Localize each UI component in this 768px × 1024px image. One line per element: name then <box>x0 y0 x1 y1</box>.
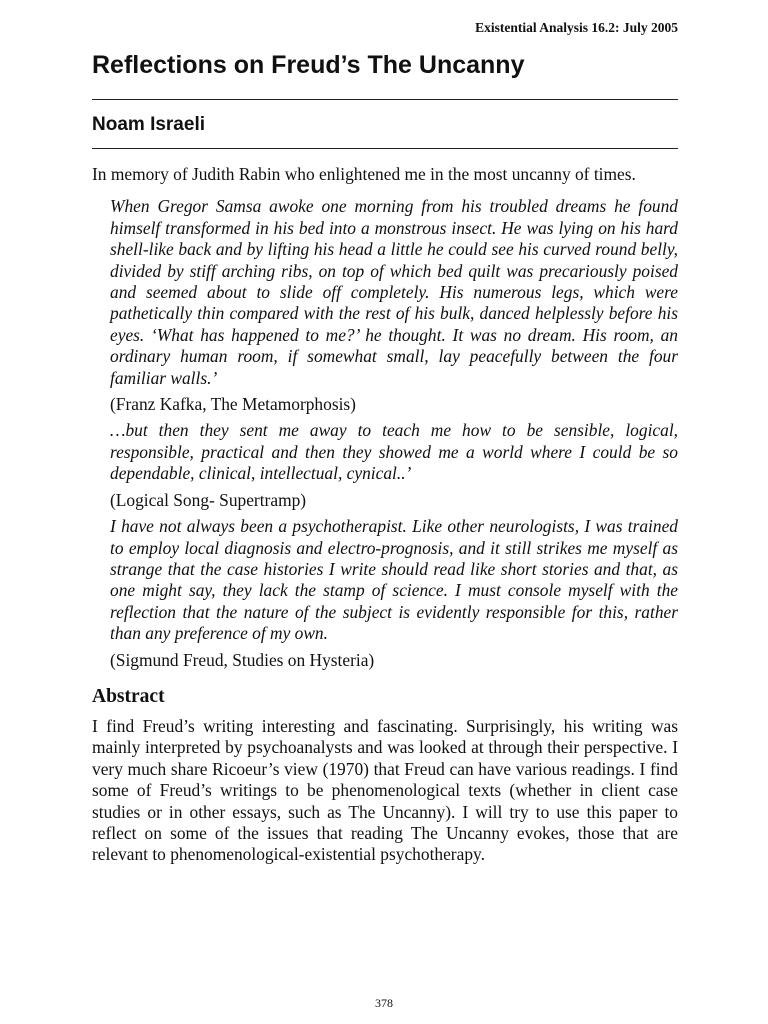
epigraphs <box>110 196 678 671</box>
dedication: In memory of Judith Rabin who enlightened me in the most uncanny of times. <box>92 164 636 184</box>
author-name: Noam Israeli <box>92 114 205 135</box>
epigraph-source-supertramp: (Logical Song- Supertramp) <box>110 489 307 510</box>
abstract-text: I find Freud’s writing interesting and fascinating. Surprisingly, his writing was mainly interpreted by psychoanalysts and was looked at through their perspective. I very much share Ricoeur’s view (1970) that Freud can have various readings. I find some of Freud’s writings to be phenomenological texts (whether in client case studies or in other essays, such as The Uncanny). I will try to use this paper to reflect on some of the issues that reading The Uncanny evokes, those that are relevant to phenomenological-existential psychotherapy. <box>92 715 678 865</box>
epigraph-quote-freud: I have not always been a psychotherapist. Like other neurologists, I was trained to employ local diagnosis and electro-prognosis, and it still strikes me myself as strange that the case histories I write should read like short stories and that, as one might say, they lack the stamp of science. I must console myself with the reflection that the nature of the subject is evidently responsible for this, rather than any preference of my own. <box>110 516 678 644</box>
epigraph-source-kafka: (Franz Kafka, The Metamorphosis) <box>110 394 356 415</box>
paper-title: Reflections on Freud’s The Uncanny <box>92 51 525 79</box>
epigraph-source-freud: (Sigmund Freud, Studies on Hysteria) <box>110 649 375 670</box>
epigraph-quote-supertramp: …but then they sent me away to teach me how to be sensible, logical, responsible, practical and then they showed me a world where I could be so dependable, clinical, intellectual, cynical..’ <box>110 420 678 484</box>
abstract-heading: Abstract <box>92 685 165 707</box>
journal-header: Existential Analysis 16.2: July 2005 <box>475 20 678 35</box>
epigraph-quote-kafka: When Gregor Samsa awoke one morning from his troubled dreams he found himself transformed in his bed into a monstrous insect. He was lying on his hard shell-like back and by lifting his head a little he could see his curved round belly, divided by stiff arching ribs, on top of which bed quilt was precariously poised and seemed about to slide off completely. His numerous legs, which were pathetically thin compared with the rest of his bulk, danced helplessly before his eyes. ‘What has happened to me?’ he thought. It was no dream. His room, an ordinary human room, if somewhat small, lay peacefully between the four familiar walls.’ <box>110 196 678 388</box>
title-divider <box>92 99 678 100</box>
author-divider <box>92 148 678 149</box>
paper-body <box>92 164 678 866</box>
page-number: 378 <box>375 996 393 1010</box>
